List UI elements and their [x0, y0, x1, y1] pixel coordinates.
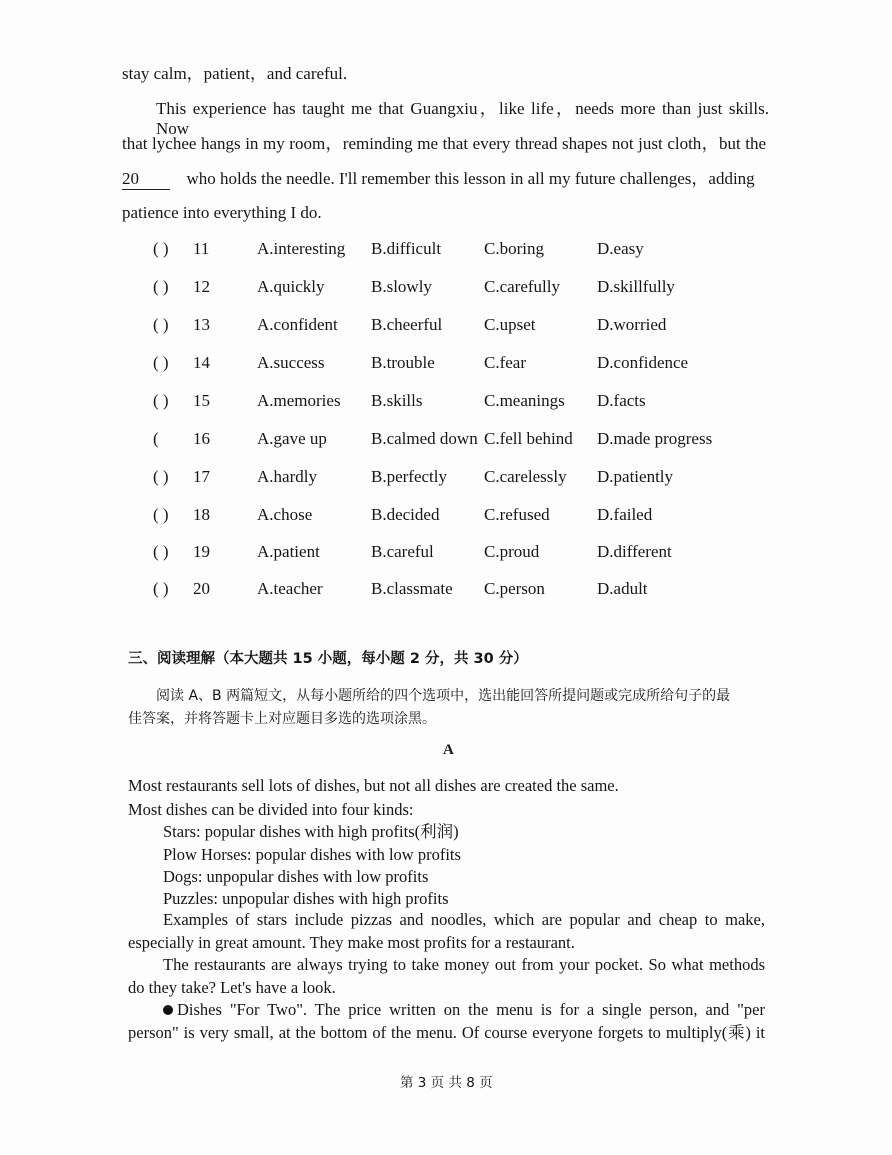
- text-line: This experience has taught me that Guangxiu，like life，needs more than just skills. Now: [156, 99, 769, 138]
- option-b: B.careful: [371, 542, 434, 561]
- passage-line: do they take? Let's have a look.: [128, 978, 336, 997]
- question-number: 20: [193, 579, 210, 598]
- passage-line: Most restaurants sell lots of dishes, but not all dishes are created the same.: [128, 776, 619, 795]
- option-d: D.confidence: [597, 353, 689, 372]
- option-c: C.fear: [484, 353, 527, 372]
- text-line: that lychee hangs in my room，reminding me that every thread shapes not just cloth，but the: [122, 134, 766, 153]
- passage-line: Examples of stars include pizzas and noodles, which are popular and cheap to make,: [163, 910, 765, 929]
- question-row: [153, 353, 753, 375]
- question-number: 14: [193, 353, 210, 372]
- option-a: A.chose: [257, 505, 313, 524]
- instruction-line: 阅读 A、B 两篇短文，从每小题所给的四个选项中，选出能回答所提问题或完成所给句子的最: [156, 688, 731, 704]
- text-line-with-blank: [122, 169, 755, 190]
- option-a: A.confident: [257, 315, 338, 334]
- option-c: C.proud: [484, 542, 540, 561]
- passage-line: especially in great amount. They make most profits for a restaurant.: [128, 933, 575, 952]
- option-a: A.hardly: [257, 467, 317, 486]
- option-d: D.easy: [597, 239, 644, 258]
- question-number: 12: [193, 277, 210, 296]
- question-row: [153, 239, 753, 261]
- bullet-icon: [163, 1005, 173, 1015]
- question-row: [153, 467, 753, 489]
- passage-line: person" is very small, at the bottom of the menu. Of course everyone forgets to multiply(乘) it: [128, 1023, 765, 1042]
- option-c: C.upset: [484, 315, 536, 334]
- option-a: A.memories: [257, 391, 341, 410]
- question-number: 19: [193, 542, 210, 561]
- option-c: C.carefully: [484, 277, 560, 296]
- option-d: D.skillfully: [597, 277, 675, 296]
- question-row: [153, 429, 753, 451]
- question-row: [153, 505, 753, 527]
- option-d: D.adult: [597, 579, 648, 598]
- answer-parentheses: ( ): [153, 391, 169, 410]
- option-b: B.difficult: [371, 239, 442, 258]
- option-d: D.made progress: [597, 429, 713, 448]
- answer-parentheses: ( ): [153, 353, 169, 372]
- option-a: A.patient: [257, 542, 320, 561]
- section-title: 三、阅读理解（本大题共 15 小题，每小题 2 分，共 30 分）: [128, 651, 528, 667]
- option-a: A.quickly: [257, 277, 325, 296]
- passage-line: Plow Horses: popular dishes with low profits: [163, 845, 461, 864]
- answer-parentheses: ( ): [153, 542, 169, 561]
- option-a: A.gave up: [257, 429, 327, 448]
- option-b: B.classmate: [371, 579, 453, 598]
- passage-line: Most dishes can be divided into four kinds:: [128, 800, 414, 819]
- option-d: D.worried: [597, 315, 667, 334]
- passage-line: Dogs: unpopular dishes with low profits: [163, 867, 429, 886]
- option-c: C.carelessly: [484, 467, 567, 486]
- passage-line: [163, 1000, 765, 1020]
- question-row: [153, 579, 753, 601]
- instruction-line: 佳答案，并将答题卡上对应题目多选的选项涂黑。: [128, 711, 436, 727]
- question-number: 18: [193, 505, 210, 524]
- option-a: A.teacher: [257, 579, 323, 598]
- passage-label: A: [443, 742, 454, 758]
- option-a: A.interesting: [257, 239, 346, 258]
- text-fragment: who holds the needle. I'll remember this lesson in all my future challenges，adding: [186, 169, 755, 188]
- option-a: A.success: [257, 353, 325, 372]
- page-number: 第 3 页 共 8 页: [400, 1075, 493, 1091]
- passage-line: The restaurants are always trying to take money out from your pocket. So what methods: [163, 955, 765, 974]
- option-c: C.meanings: [484, 391, 565, 410]
- text-line: stay calm，patient，and careful.: [122, 64, 348, 83]
- option-d: D.failed: [597, 505, 653, 524]
- answer-blank-20: 20: [122, 169, 170, 190]
- option-d: D.facts: [597, 391, 646, 410]
- option-b: B.skills: [371, 391, 423, 410]
- option-d: D.different: [597, 542, 672, 561]
- question-row: [153, 277, 753, 299]
- question-number: 11: [193, 239, 210, 258]
- option-c: C.refused: [484, 505, 550, 524]
- answer-parentheses: (: [153, 429, 159, 448]
- option-c: C.person: [484, 579, 545, 598]
- answer-parentheses: ( ): [153, 579, 169, 598]
- option-d: D.patiently: [597, 467, 674, 486]
- answer-parentheses: ( ): [153, 239, 169, 258]
- answer-parentheses: ( ): [153, 505, 169, 524]
- option-c: C.boring: [484, 239, 544, 258]
- question-row: [153, 391, 753, 413]
- answer-parentheses: ( ): [153, 467, 169, 486]
- option-b: B.decided: [371, 505, 440, 524]
- passage-text: Dishes "For Two". The price written on the menu is for a single person, and "per: [177, 1000, 765, 1019]
- option-c: C.fell behind: [484, 429, 573, 448]
- question-number: 15: [193, 391, 210, 410]
- passage-line: Puzzles: unpopular dishes with high profits: [163, 889, 449, 908]
- question-number: 13: [193, 315, 210, 334]
- text-line: patience into everything I do.: [122, 203, 322, 222]
- answer-parentheses: ( ): [153, 277, 169, 296]
- question-row: [153, 542, 753, 564]
- option-b: B.cheerful: [371, 315, 443, 334]
- option-b: B.slowly: [371, 277, 432, 296]
- question-number: 17: [193, 467, 210, 486]
- passage-line: Stars: popular dishes with high profits(利润): [163, 822, 459, 841]
- answer-parentheses: ( ): [153, 315, 169, 334]
- option-b: B.calmed down: [371, 429, 478, 448]
- option-b: B.perfectly: [371, 467, 447, 486]
- option-b: B.trouble: [371, 353, 435, 372]
- question-number: 16: [193, 429, 210, 448]
- question-row: [153, 315, 753, 337]
